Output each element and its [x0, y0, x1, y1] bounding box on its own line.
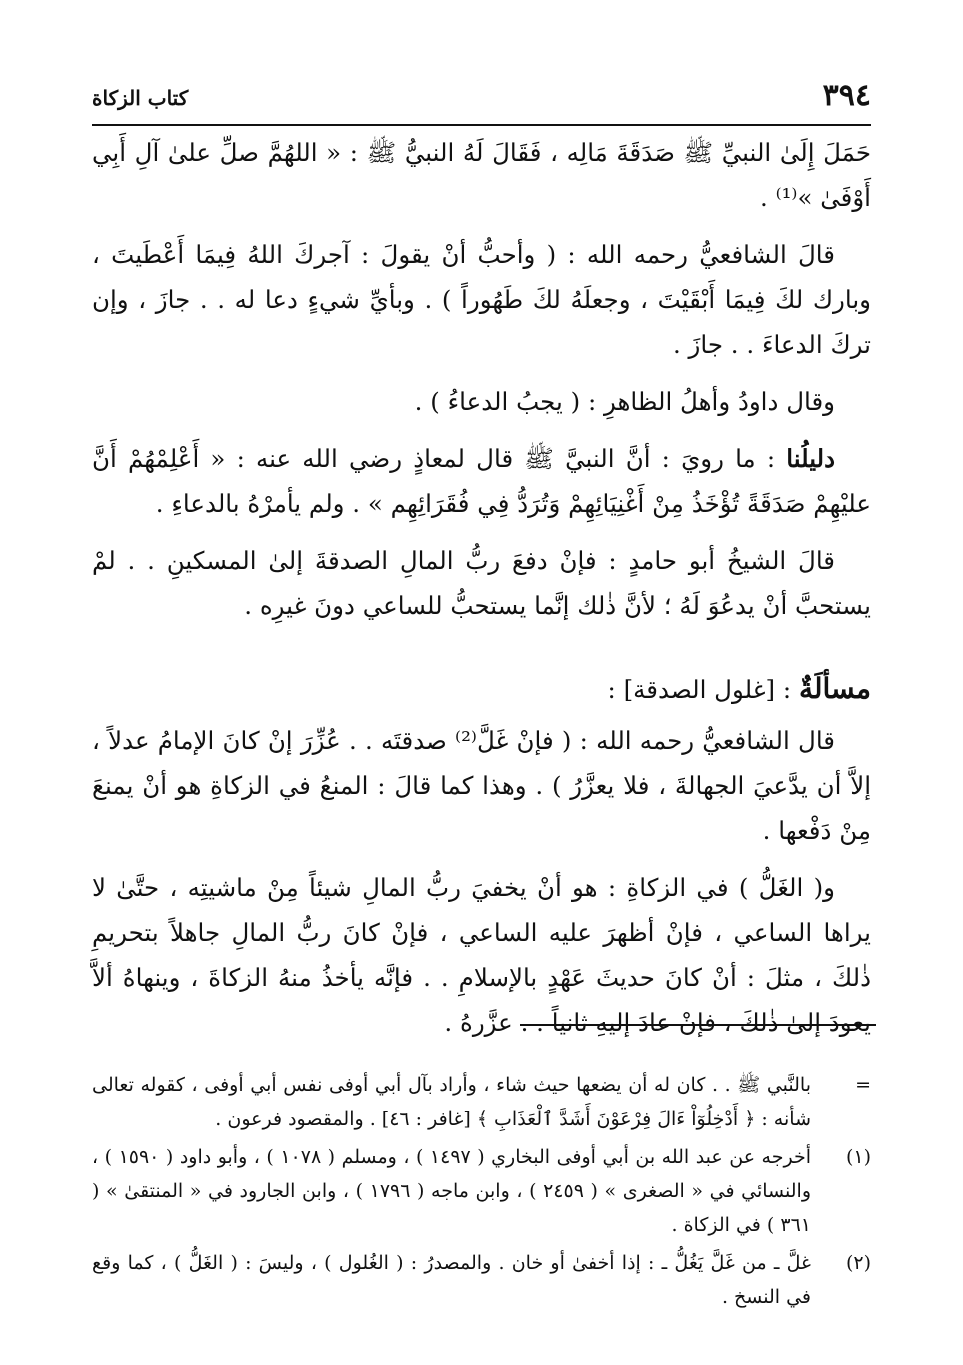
main-text	[92, 130, 871, 1057]
footnote-continued	[92, 1068, 871, 1136]
evidence-text: : ما رويَ : أنَّ النبيَّ ﷺ قال لمعاذٍ رضي الله عنه : « أَعْلِمْهُمْ أَنَّ عليْهِمْ صَدَقَةً تُؤْخَذُ مِنْ أَغْنِيَائِهِمْ وَتُرَدُّ فِي فُقَرَائِهِم » . ولم يأمرْهُ بالدعاءِ .	[92, 444, 871, 518]
footnote-marker: (٢)	[845, 1252, 871, 1274]
footnote-text: بالنَّبي ﷺ . . كان له أن يضعها حيث شاء ، وأراد بآل أبي أوفى نفس أبي أوفى ، كقوله تعالى شأنه : ﴿ أَدْخِلُوٓاْ ءَالَ فِرْعَوْنَ أَشَدَّ ٱلْعَذَابِ ﴾ [غافر : ٤٦] . والمقصود فرعون .	[92, 1074, 811, 1130]
paragraph-ghulul: قال الشافعيُّ رحمه الله : ( فإنْ غَلَّ⁽²⁾ صدقتَه . . عُزِّرَ إنْ كانَ الإمامُ عدلاً ، إلاَّ أن يدَّعيَ الجهالةَ ، فلا يعزَّرُ ) . وهذا كما قالَ : المنعُ في الزكاةِ هو أنْ يمنعَ مِنْ دَفْعها .	[92, 726, 871, 845]
running-title: كتاب الزكاة	[92, 86, 189, 110]
page-number: ٣٩٤	[822, 78, 871, 113]
section-heading	[92, 666, 871, 712]
footnotes	[92, 1068, 871, 1318]
paragraph-hadith: حَمَلَ إِلَىٰ النبيِّ ﷺ صَدَقَةَ مَالِه ، فَقَالَ لَهُ النبيُّ ﷺ : « اللهُمَّ صلِّ علىٰ آلِ أَبِي أَوْفَىٰ »⁽¹⁾ .	[92, 138, 871, 212]
paragraph-abu-hamid: قالَ الشيخُ أبو حامدٍ : فإنْ دفعَ ربُّ المالِ الصدقةَ إلىٰ المسكينِ . . لمْ يستحبَّ أنْ يدعُوَ لَهُ ؛ لأنَّ ذٰلك إنَّما يستحبُّ للساعي دونَ غيرِه .	[92, 546, 871, 620]
footnote-text: أخرجه عن عبد الله بن أبي أوفى البخاري ( ١٤٩٧ ) ، ومسلم ( ١٠٧٨ ) ، وأبو داود ( ١٥٩٠ ) ، والنسائي في « الصغرى » ( ٢٤٥٩ ) ، وابن ماجه ( ١٧٩٦ ) ، وابن الجارود في « المنتقىٰ » ( ٣٦١ ) في الزكاة .	[92, 1146, 811, 1236]
heading-text: : [غلول الصدقة] :	[607, 675, 799, 704]
paragraph-evidence	[92, 436, 871, 526]
footnote-1	[92, 1140, 871, 1242]
footnote-2	[92, 1246, 871, 1314]
paragraph-shafii-dua: قالَ الشافعيُّ رحمه الله : ( وأحبُّ أنْ يقولَ : آجركَ اللهُ فِيمَا أَعْطَيتَ ، وبارك لكَ فِيمَا أَبْقَيْتَ ، وجعلَهُ لكَ طَهُوراً ) . وبأيِّ شيءٍ دعا له . . جازَ ، وإن تركَ الدعاءَ . . جازَ .	[92, 240, 871, 359]
heading-word: مسألَةٌ	[798, 672, 871, 705]
paragraph-dawud: وقال داودُ وأهلُ الظاهرِ : ( يجبُ الدعاءُ ) .	[414, 387, 835, 416]
page-header	[92, 78, 871, 122]
header-rule	[92, 124, 871, 126]
footnote-marker: (١)	[845, 1146, 871, 1168]
footnote-rule	[520, 1024, 876, 1026]
paragraph-ghall-definition: و( الغَلُّ ) في الزكاةِ : هو أنْ يخفيَ ربُّ المالِ شيئاً مِنْ ماشيتِه ، حتَّىٰ لا يراها الساعي ، فإنْ أظهرَ عليه الساعي ، فإنْ كانَ ربُّ المالِ جاهلاً بتحريمِ ذٰلكَ ، مثلَ : أنْ كانَ حديثَ عَهْدٍ بالإسلامِ . . فإنَّه يأخذُ منهُ الزكاةَ ، وينهاهُ ألاَّ يعودَ إلىٰ ذٰلكَ ، فإنْ عادَ إليهِ ثانياً . . عزَّرهُ .	[92, 873, 871, 1037]
evidence-lead: دليلُنا	[786, 444, 835, 473]
footnote-text: غلَّ ـ من غَلَّ يَغُلُّ ـ : إذا أخفىٰ أو خان . والمصدرُ : ( الغُلول ) ، وليسَ : ( الغَلُّ ) ، كما وقع في النسخ .	[92, 1252, 811, 1308]
footnote-marker: =	[855, 1074, 871, 1096]
